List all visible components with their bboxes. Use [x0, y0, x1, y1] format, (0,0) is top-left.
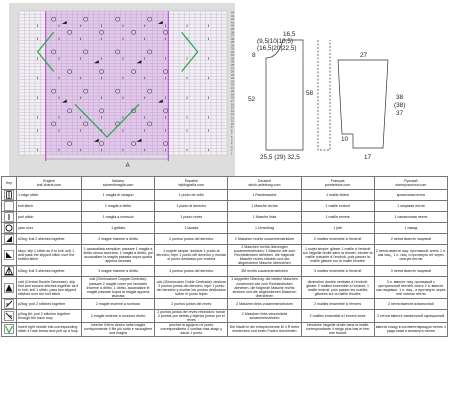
yarn-over-icon	[4, 223, 14, 233]
legend-key-cell	[2, 201, 17, 212]
legend-cell-espanol: 3 puntos juntos del derecho	[155, 266, 228, 277]
chart-row-number: 35	[231, 41, 234, 45]
chart-row-number: 42	[231, 18, 234, 22]
skpo-icon	[4, 250, 14, 260]
legend-row	[2, 223, 448, 234]
legend-cell-francais: 2 mailles ensemble à l'endroit	[301, 234, 374, 245]
chart-row-number: 7	[231, 132, 233, 136]
purl-stitch-icon	[4, 212, 14, 222]
legend-cell-francais: 2 mailles ensemble à l'envers torse	[301, 309, 374, 322]
legend-key-cell	[2, 190, 17, 201]
legend-header-site: knit-charts.com	[36, 183, 62, 187]
legend-cell-italiano: 1 maglia a rovescio	[82, 212, 155, 223]
legend-row	[2, 234, 448, 245]
legend-header-title: Italiano	[112, 178, 124, 183]
legend-cell-english: cdd (Central Double Decrease): slip first and second stitches together as if to knit, knit 1 stitch, pass two slipped stitches over the knit stitch	[17, 277, 82, 298]
left-side-height: 52	[248, 96, 256, 103]
chart-row-number: 13	[231, 113, 234, 117]
chart-row-number: 33	[231, 47, 234, 51]
legend-cell-francais: diminution double verticale à l'endroit: glisser 2 mailles ensemble à l'endroit, 1 maille endroit, puis passer les mailles glissées sur la maille tricotée	[301, 277, 374, 298]
legend-cell-italiano: 1 accavallata semplice: passare 1 maglia a diritto senza lavorarla, 1 maglia a diritto, poi accavallare la maglia passata sopra quella appena lavorata	[82, 245, 155, 266]
stitch-legend-table	[1, 176, 448, 337]
legend-cell-francais: 1 surjet simple: glisser 1 maille à l'endroit sur l'aiguille droite sans la tricoter, tricoter la maille suivante à l'endroit, puis passer la maille glissée sur la maille tricotée	[301, 245, 374, 266]
left-bottom-width: 25,5 (29) 32,5	[260, 154, 300, 161]
legend-cell-espanol: 1 surjete simple: deslizar 1 punto al derecho, tejer 1 punto del derecho y montar el punto deslizado por encima	[155, 245, 228, 266]
legend-cell-francais: 1 maille envers	[301, 212, 374, 223]
legend-cell-english: Insert right needle into corresponding stitch 4 rows below and pull up a loop	[17, 323, 82, 336]
legend-header-site: schemiimaglia.com	[102, 183, 134, 187]
chart-row-number: 3	[231, 145, 233, 149]
chart-row-number: 24	[231, 77, 234, 81]
middle-piece-outline	[318, 40, 330, 150]
legend-cell-italiano: 2 maglie insieme a rovescio ritorto	[82, 309, 155, 322]
legend-cell-francais: 2 mailles ensemble à l'envers	[301, 298, 374, 309]
legend-cell-russian: 1 лицевая петля	[374, 201, 447, 212]
legend-key-cell	[2, 245, 17, 266]
chart-row-number: 4	[231, 142, 233, 146]
legend-key-cell	[2, 223, 17, 234]
chart-row-number: 10	[231, 122, 234, 126]
legend-cell-francais: 3 mailles ensemble à l'endroit	[301, 266, 374, 277]
right-size-1: 38	[396, 94, 404, 101]
legend-row	[2, 190, 448, 201]
legend-cell-espanol: 1 punto revés	[155, 212, 228, 223]
legend-cell-espanol: 1 lazada	[155, 223, 228, 234]
legend-cell-english: purl stitch	[17, 212, 82, 223]
chart-row-number: 26	[231, 70, 234, 74]
knit-stitch-icon	[4, 201, 14, 211]
legend-cell-deutsch: 1 Umschlag	[228, 223, 301, 234]
legend-cell-italiano: inserire il ferro destro nella maglia corrispondente 4 file più sotto e raccogliere una maglia	[82, 323, 155, 336]
legend-header-title: Deutsch	[257, 178, 272, 183]
legend-row	[2, 298, 448, 309]
right-piece-outline	[338, 60, 388, 148]
legend-cell-espanol: 1 punto al derecho	[155, 201, 228, 212]
insert-needle-icon	[4, 324, 14, 334]
legend-header-site: tejidografía.com	[178, 183, 205, 187]
p2tog-icon	[4, 299, 14, 309]
legend-cell-russian: 1 изнаночная петля	[374, 212, 447, 223]
left-top-alt: (9,5|10|10,5)	[257, 38, 294, 45]
legend-cell-russian: 2 петли вместе лиц. протяжкой: снять 1 п. как лиц., 1 п. лиц. и протянуть её через снятую петлю	[374, 245, 447, 266]
legend-key-cell	[2, 298, 17, 309]
legend-cell-russian: 3 п. вместе лиц. протяжкой с центральной петлёй: снять 2 п. вместе как лицевые, 1 п. лиц., и протянуть через неё снятые петли	[374, 277, 447, 298]
legend-row	[2, 309, 448, 322]
legend-cell-italiano: 1 gettato	[82, 223, 155, 234]
legend-cell-italiano: 2 maglie insieme a rovescio	[82, 298, 155, 309]
legend-cell-english: skpo: slip 1 stitch as if to knit, knit 1 and pass the slipped stitch over the knitted stitch	[17, 245, 82, 266]
legend-cell-deutsch: Die Nadel in die entsprechende M 4 R tiefer einstechen und einen Faden durchholen	[228, 323, 301, 336]
chart-row-number: 44	[231, 11, 234, 15]
right-bottom-b: 17	[364, 154, 372, 161]
legend-key-cell	[2, 323, 17, 336]
chart-row-number: 39	[231, 27, 234, 31]
chart-row-number: 17	[231, 99, 234, 103]
chart-row-number: 6	[231, 135, 233, 139]
chart-row-number: 20	[231, 90, 234, 94]
legend-key-cell	[2, 234, 17, 245]
chart-row-number: 15	[231, 106, 234, 110]
legend-cell-deutsch: 2 Maschen links zusammenstricken	[228, 298, 301, 309]
legend-cell-francais: 1 maille lisière	[301, 190, 374, 201]
chart-row-number: 9	[231, 126, 233, 130]
legend-cell-francais: 1 maille endroit	[301, 201, 374, 212]
chart-row-number: 30	[231, 57, 234, 61]
chart-row-number: 19	[231, 93, 234, 97]
right-size-2: (38)	[394, 102, 406, 109]
left-top-sub: (16,5|20|22,5)	[257, 45, 297, 52]
legend-cell-russian: ввести спицу в соответствующую петлю 4 ряда ниже и вытянуть петлю	[374, 323, 447, 336]
legend-cell-deutsch: 2 Maschen rechts zusammenstricken	[228, 234, 301, 245]
legend-key-cell	[2, 266, 17, 277]
legend-cell-deutsch: 1 Masche links	[228, 212, 301, 223]
chart-row-number: 14	[231, 109, 234, 113]
k3tog-icon	[4, 266, 14, 276]
legend-cell-espanol: 1 punto de orillo	[155, 190, 228, 201]
chart-row-number: 37	[231, 34, 234, 38]
chart-row-number: 40	[231, 24, 234, 28]
chart-row-number: 36	[231, 37, 234, 41]
legend-cell-russian: 2 петли вместе лицевой	[374, 234, 447, 245]
legend-cell-espanol: 2 puntos juntos del derecho	[155, 234, 228, 245]
legend-cell-francais: 1 jeté	[301, 223, 374, 234]
legend-header-title: Русский	[404, 178, 418, 183]
legend-row	[2, 266, 448, 277]
legend-header-4	[228, 177, 301, 190]
right-top: 27	[360, 52, 368, 59]
left-top-width: 16,5	[283, 31, 296, 38]
legend-cell-espanol: cdd (Disminución Doble Centrada): deslizar 2 puntos juntos del derecho, tejer 1 punto del derecho y montar los puntos deslizados sobre el punto tejido	[155, 277, 228, 298]
legend-cell-espanol: 2 puntos juntos del revés retorcidos: tomar 2 puntos por detrás y tejerlos juntos por el revés	[155, 309, 228, 322]
legend-header-6	[374, 177, 447, 190]
legend-cell-deutsch: 3M rechts zusammenstricken	[228, 266, 301, 277]
p2tog-tbl-icon	[4, 311, 14, 321]
chart-row-number: 1	[231, 152, 233, 156]
legend-key-cell	[2, 277, 17, 298]
legend-header-1	[17, 177, 82, 190]
legend-header-title: Key	[5, 180, 13, 185]
legend-header-0	[2, 177, 17, 190]
legend-cell-italiano: 1 maglia di vivagno	[82, 190, 155, 201]
legend-cell-espanol: 2 puntos juntos del revés	[155, 298, 228, 309]
chart-row-number: 34	[231, 44, 234, 48]
chart-row-number: 11	[231, 119, 234, 123]
legend-header-title: English	[43, 178, 55, 183]
legend-row	[2, 323, 448, 336]
legend-header-site: pointetricot.com	[324, 183, 351, 187]
chart-row-number: 8	[231, 129, 233, 133]
legend-row	[2, 212, 448, 223]
legend-cell-italiano: 2 maglie insieme a diritto	[82, 234, 155, 245]
legend-cell-english: p2tog tbl: purl 2 stitches together through the back loop	[17, 309, 82, 322]
left-piece-outline	[266, 40, 303, 150]
legend-cell-english: p2tog: purl 2 stitches together	[17, 298, 82, 309]
legend-row	[2, 277, 448, 298]
legend-cell-english: k3tog: knit 3 stitches together	[17, 266, 82, 277]
legend-cell-espanol: pinchar la aguja en el punto correspondiente 4 vueltas más abajo y sacar 1 punto	[155, 323, 228, 336]
legend-cell-deutsch: 2 Maschen rechts überzogen zusammenstricken: 1 Masche wie zum Rechtsstricken abheben, die folgende Masche rechts stricken und die abgehobene Masche überziehen	[228, 245, 301, 266]
legend-row	[2, 201, 448, 212]
chart-row-number: 12	[231, 116, 234, 120]
legend-header-2	[82, 177, 155, 190]
legend-cell-deutsch: 1 Randmasche	[228, 190, 301, 201]
legend-cell-russian: кромочная петля	[374, 190, 447, 201]
chart-row-number: 41	[231, 21, 234, 25]
k2tog-icon	[4, 234, 14, 244]
legend-header-row	[2, 177, 448, 190]
chart-row-number: 2	[231, 149, 233, 153]
legend-cell-english: yarn over	[17, 223, 82, 234]
right-size-3: 37	[396, 110, 404, 117]
legend-cell-english: knit stitch	[17, 201, 82, 212]
chart-row-number: 28	[231, 63, 234, 67]
legend-row	[2, 245, 448, 266]
chart-row-number: 21	[231, 86, 234, 90]
chart-row-number: 27	[231, 67, 234, 71]
garment-schematics	[238, 30, 448, 170]
chart-row-number: 5	[231, 139, 233, 143]
legend-cell-russian: 1 накид	[374, 223, 447, 234]
chart-row-number: 16	[231, 103, 234, 107]
legend-key-cell	[2, 309, 17, 322]
legend-cell-russian: 2 петли вместе изнаночной скрещенной	[374, 309, 447, 322]
cdd-icon	[4, 283, 14, 293]
chart-row-number: 31	[231, 54, 234, 58]
legend-key-cell	[2, 212, 17, 223]
legend-cell-francais: introduire l'aiguille droite dans la maille correspondante 4 rangs plus bas et tirer une boucle	[301, 323, 374, 336]
chart-row-number: 29	[231, 60, 234, 64]
legend-cell-italiano: 1 maglia a diritto	[82, 201, 155, 212]
chart-row-number: 38	[231, 31, 234, 35]
chart-row-number: 32	[231, 50, 234, 54]
legend-cell-deutsch: 1 Masche rechts	[228, 201, 301, 212]
legend-cell-english: 1 edge stitch	[17, 190, 82, 201]
middle-height: 58	[306, 90, 314, 97]
chart-row-number: 23	[231, 80, 234, 84]
legend-header-title: Français	[330, 178, 345, 183]
chart-repeat-marker: A	[125, 163, 130, 169]
legend-cell-italiano: cdd (Diminuzione Doppia Centrata): passare 2 maglie come per lavorarle insieme a diritto, 1 diritto, accavallare le maglie passate sopra la maglia appena lavorata	[82, 277, 155, 298]
legend-header-title: Español	[184, 178, 198, 183]
chart-row-number: 22	[231, 83, 234, 87]
left-side-top: 8	[252, 52, 256, 59]
legend-header-5	[301, 177, 374, 190]
knitting-chart	[9, 3, 235, 176]
legend-cell-russian: 3 петли вместе лицевой	[374, 266, 447, 277]
legend-header-site: shemyzaochur.com	[395, 183, 427, 187]
legend-cell-italiano: 3 maglie insieme a diritto	[82, 266, 155, 277]
legend-cell-deutsch: 1 doppelter Überzug: die beiden Maschen zusammen wie zum Rechtsstricken abheben, die folgende Masche rechts stricken und die abgehobenen Maschen überziehen	[228, 277, 301, 298]
right-bottom-a: 10	[341, 136, 349, 143]
legend-cell-russian: 2 петли вместе изнаночной	[374, 298, 447, 309]
legend-cell-english: k2tog: knit 2 stitches together	[17, 234, 82, 245]
chart-row-number: 25	[231, 73, 234, 77]
chart-row-number: 43	[231, 14, 234, 18]
legend-header-3	[155, 177, 228, 190]
legend-header-site: strick-anleitung.com	[248, 183, 281, 187]
legend-cell-deutsch: 2 Maschen links verschränkt zusammenstricken	[228, 309, 301, 322]
chart-row-number: 18	[231, 96, 234, 100]
edge-stitch-icon	[4, 190, 14, 200]
